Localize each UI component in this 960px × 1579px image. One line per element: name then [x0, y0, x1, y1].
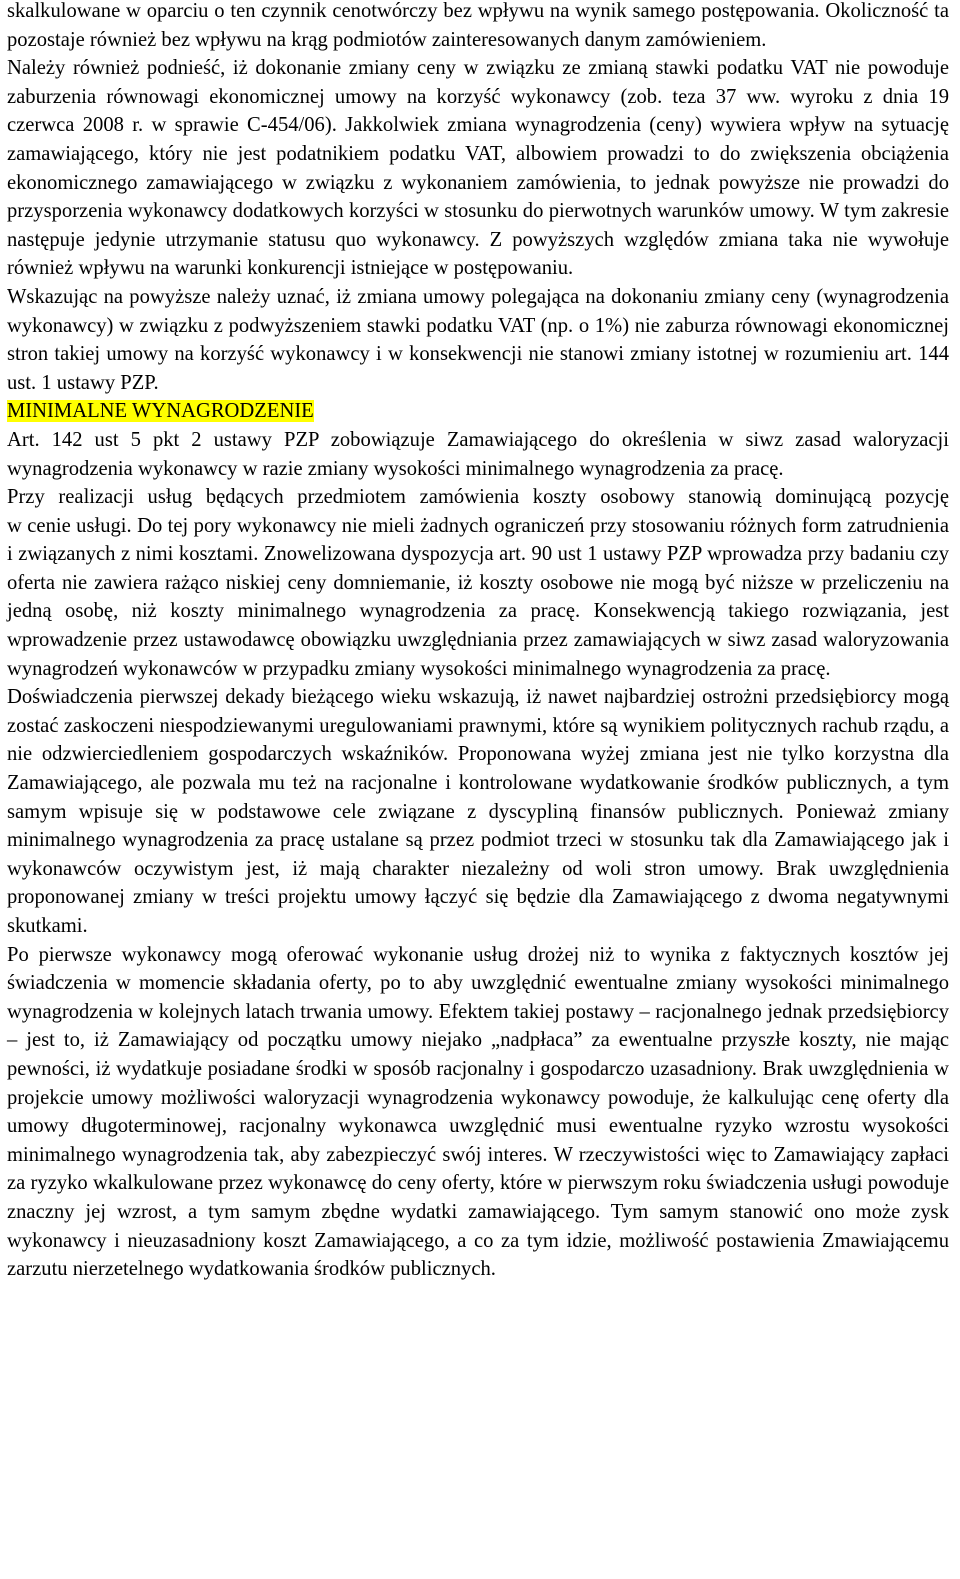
section-heading-row: [7, 397, 949, 426]
paragraph-first-consequence: Po pierwsze wykonawcy mogą oferować wykonanie usług drożej niż to wynika z faktycznych kosztów jej świadczenia w momencie składania oferty, po to aby uwzględnić ewentualne zmiany wysokości minimalnego wynagrodzenia w kolejnych latach trwania umowy. Efektem takiej postawy – racjonalnego jednak przedsiębiorcy – jest to, iż Zamawiający od początku umowy niejako „nadpłaca” za ewentualne przyszłe koszty, nie mając pewności, iż wydatkuje posiadane środki w sposób racjonalny i gospodarczo uzasadniony. Brak uwzględnienia w projekcie umowy możliwości waloryzacji wynagrodzenia wykonawcy powoduje, że kalkulując cenę oferty dla umowy długoterminowej, racjonalny wykonawca uwzględnić musi ewentualne ryzyko wzrostu wysokości minimalnego wynagrodzenia tak, aby zabezpieczyć swój interes. W rzeczywistości więc to Zamawiający zapłaci za ryzyko wkalkulowane przez wykonawcę do ceny oferty, które w pierwszym roku świadczenia usługi powoduje znaczny jej wzrost, a tym samym zbędne wydatki zamawiającego. Tym samym stanowić ono może zysk wykonawcy i nieuzasadniony koszt Zamawiającego, a co za tym idzie, możliwość postawienia Zmawiającemu zarzutu nierzetelnego wydatkowania środków publicznych.: [7, 943, 949, 1281]
document-page: [7, 0, 949, 1284]
section-heading-minimum-wage: MINIMALNE WYNAGRODZENIE: [7, 400, 314, 423]
paragraph-personnel-costs-rest: w cenie usługi. Do tej pory wykonawcy nie mieli żadnych ograniczeń przy stosowaniu różnych form zatrudnienia i związanych z nimi kosztami. Znowelizowana dyspozycja art. 90 ust 1 ustawy PZP wprowadza przy badaniu czy oferta nie zawiera rażąco niskiej ceny domniemanie, iż koszty osobowe nie mogą być niższe w przeliczeniu na jedną osobę, niż koszty minimalnego wynagrodzenia za pracę. Konsekwencją takiego rozwiązania, jest wprowadzenie przez ustawodawcę obowiązku uwzględniania przez zamawiających w siwz zasad waloryzowania wynagrodzeń wykonawców w przypadku zmiany wysokości minimalnego wynagrodzenia za pracę.: [7, 514, 949, 680]
paragraph-personnel-costs-line1: Przy realizacji usług będących przedmiotem zamówienia koszty osobowy stanowią dominującą pozycję: [7, 486, 949, 509]
paragraph-vat-calculation: skalkulowane w oparciu o ten czynnik cenotwórczy bez wpływu na wynik samego postępowania. Okoliczność ta pozostaje również bez wpływu na krąg podmiotów zainteresowanych danym zamówieniem.: [7, 0, 949, 51]
paragraph-vat-price-change: Należy również podnieść, iż dokonanie zmiany ceny w związku ze zmianą stawki podatku VAT nie powoduje zaburzenia równowagi ekonomicznej umowy na korzyść wykonawcy (zob. teza 37 ww. wyroku z dnia 19 czerwca 2008 r. w sprawie C-454/06). Jakkolwiek zmiana wynagrodzenia (ceny) wywiera wpływ na sytuację zamawiającego, który nie jest podatnikiem podatku VAT, albowiem prowadzi to do zwiększenia obciążenia ekonomicznego zamawiającego w związku z wykonaniem zamówienia, to jednak powyższe nie prowadzi do przysporzenia wykonawcy dodatkowych korzyści w stosunku do pierwotnych warunków umowy. W tym zakresie następuje jedynie utrzymanie statusu quo wykonawcy. Z powyższych względów zmiana taka nie wywołuje również wpływu na warunki konkurencji istniejące w postępowaniu.: [7, 57, 949, 280]
paragraph-art-142: Art. 142 ust 5 pkt 2 ustawy PZP zobowiązuje Zamawiającego do określenia w siwz zasad waloryzacji wynagrodzenia wykonawcy w razie zmiany wysokości minimalnego wynagrodzenia za pracę.: [7, 428, 949, 480]
paragraph-vat-conclusion: Wskazując na powyższe należy uznać, iż zmiana umowy polegająca na dokonaniu zmiany ceny (wynagrodzenia wykonawcy) w związku z podwyższeniem stawki podatku VAT (np. o 1%) nie zaburza równowagi ekonomicznej stron takiej umowy na korzyść wykonawcy i w konsekwencji nie stanowi zmiany istotnej w rozumieniu art. 144 ust. 1 ustawy PZP.: [7, 285, 949, 394]
paragraph-experience-decade: Doświadczenia pierwszej dekady bieżącego wieku wskazują, iż nawet najbardziej ostrożni przedsiębiorcy mogą zostać zaskoczeni niespodziewanymi uregulowaniami prawnymi, które są wynikiem politycznych rachub rządu, a nie odzwierciedleniem gospodarczych wskaźników. Proponowana wyżej zmiana jest nie tylko korzystna dla Zamawiającego, ale pozwala mu też na racjonalne i kontrolowane wydatkowanie środków publicznych, a tym samym wpisuje się w podstawowe cele związane z dyscypliną finansów publicznych. Ponieważ zmiany minimalnego wynagrodzenia za pracę ustalane są przez podmiot trzeci w stosunku tak dla Zamawiającego jak i wykonawców oczywistym jest, iż mają charakter niezależny od woli stron umowy. Brak uwzględnienia proponowanej zmiany w treści projektu umowy łączyć się będzie dla Zamawiającego z dwoma negatywnymi skutkami.: [7, 686, 949, 937]
